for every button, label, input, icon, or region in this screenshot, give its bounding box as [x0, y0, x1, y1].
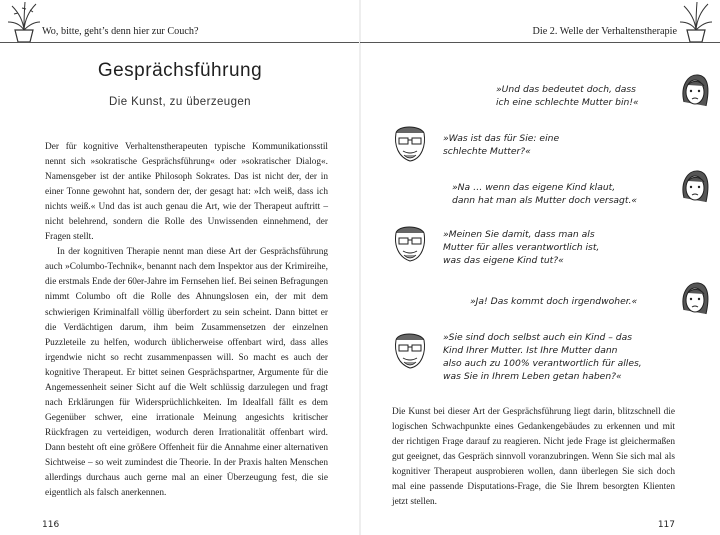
woman-face-icon — [678, 280, 712, 320]
page-number: 117 — [657, 520, 675, 530]
header-rule — [0, 42, 360, 43]
woman-face-icon — [678, 72, 712, 112]
body-text — [45, 140, 328, 501]
right-page — [360, 0, 720, 535]
speech-therapist: »Meinen Sie damit, dass man als Mutter für alles verantwortlich ist, was das eigene Kind tut?« — [443, 229, 600, 266]
speech-client: »Na … wenn das eigene Kind klaut, dann hat man als Mutter doch versagt.« — [452, 182, 638, 206]
potted-plant-icon — [6, 0, 42, 42]
therapist-face-icon — [390, 223, 434, 267]
woman-face-icon — [678, 168, 712, 208]
page-number: 116 — [42, 520, 60, 530]
speech-client: »Und das bedeutet doch, dass ich eine schlechte Mutter bin!« — [496, 84, 639, 108]
speech-client: »Ja! Das kommt doch irgendwoher.« — [470, 296, 638, 307]
header-rule — [360, 42, 720, 43]
therapist-face-icon — [390, 330, 434, 374]
paragraph: In der kognitiven Therapie nennt man diese Art der Gesprächsführung auch »Columbo-Technik«, benannt nach dem Inspektor aus der Krimireihe, die erstmals Ende der 60er-Jahre im Fernsehen lief. Bei seinen Befragungen nimmt Columbo oft die Rolle des Ahnungslosen ein, der mit dem schwierigen Kriminalfall völlig überfordert zu sein scheint. Dann bittet er die Verdächtigen darum, ihm beim Zusammensetzen der einzelnen Puzzleteile zu helfen, wodurch üblicherweise offenbart wird, dass alles irgendwie nicht so recht zusammenpassen will. So macht es auch der kognitive Therapeut. Er bittet seinen Gesprächspartner, Argumente für die Angemessenheit seiner Sicht auf die Welt schlüssig darzulegen und fragt nach Erklärungen für Widersprüchlichkeiten. Im Idealfall fällt es dem Gegenüber schwer, eine irrationale Meinung angesichts kritischer Rückfragen zu verteidigen, wodurch deren Irrationalität offenbart wird. Dann besteht oft eine größere Offenheit für die Annahme einer alternativen Sichtweise – so weit zumindest die Theorie. In der Praxis halten Menschen allerdings durchaus auch gerne mal an einer Überzeugung fest, die sie eigentlich als falsch anerkennen. — [45, 247, 329, 499]
section-title: Gesprächsführung — [97, 60, 263, 81]
potted-plant-icon — [678, 0, 714, 42]
running-header: Wo, bitte, geht’s denn hier zur Couch? — [42, 26, 199, 37]
speech-therapist: »Sie sind doch selbst auch ein Kind – das Kind Ihrer Mutter. Ist Ihre Mutter dann also auch zu 100% verantwortlich für alles, was Sie in Ihrem Leben getan haben?« — [443, 332, 642, 382]
therapist-face-icon — [390, 123, 434, 167]
body-text — [392, 405, 675, 510]
running-header: Die 2. Welle der Verhaltenstherapie — [532, 26, 677, 37]
paragraph: Der für kognitive Verhaltenstherapeuten typische Kommunikationsstil nennt sich »sokratische Gesprächsführung« oder »sokratischer Dialog«. Namensgeber ist der antike Philosoph Sokrates. Das ist nicht der, der in einer Tonne gewohnt hat, sondern der, der gesagt hat: »Ich weiß, dass ich nichts weiß.« Und das ist auch genau die Art, wie der Therapeut auftritt – nicht belehrend, sondern die Rolle des Unwissenden einnehmend, der Fragen stellt. — [45, 142, 328, 243]
section-subtitle: Die Kunst, zu überzeugen — [109, 96, 251, 108]
paragraph: Die Kunst bei dieser Art der Gesprächsführung liegt darin, blitzschnell die logischen Schwachpunkte eines Gedankengebäudes zu erkennen und mit der richtigen Frage darauf zu reagieren. Nicht jede Frage ist gleichermaßen gut geeignet, das Gespräch sinnvoll voranzubringen. Wenn Sie sich mal als kognitiver Therapeut ausprobieren wollen, dann überlegen Sie sich doch mal eine passende Disputations-Frage, die Sie Ihrem besorgten Klienten jetzt stellen. — [392, 407, 675, 508]
speech-therapist: »Was ist das für Sie: eine schlechte Mutter?« — [443, 133, 560, 157]
